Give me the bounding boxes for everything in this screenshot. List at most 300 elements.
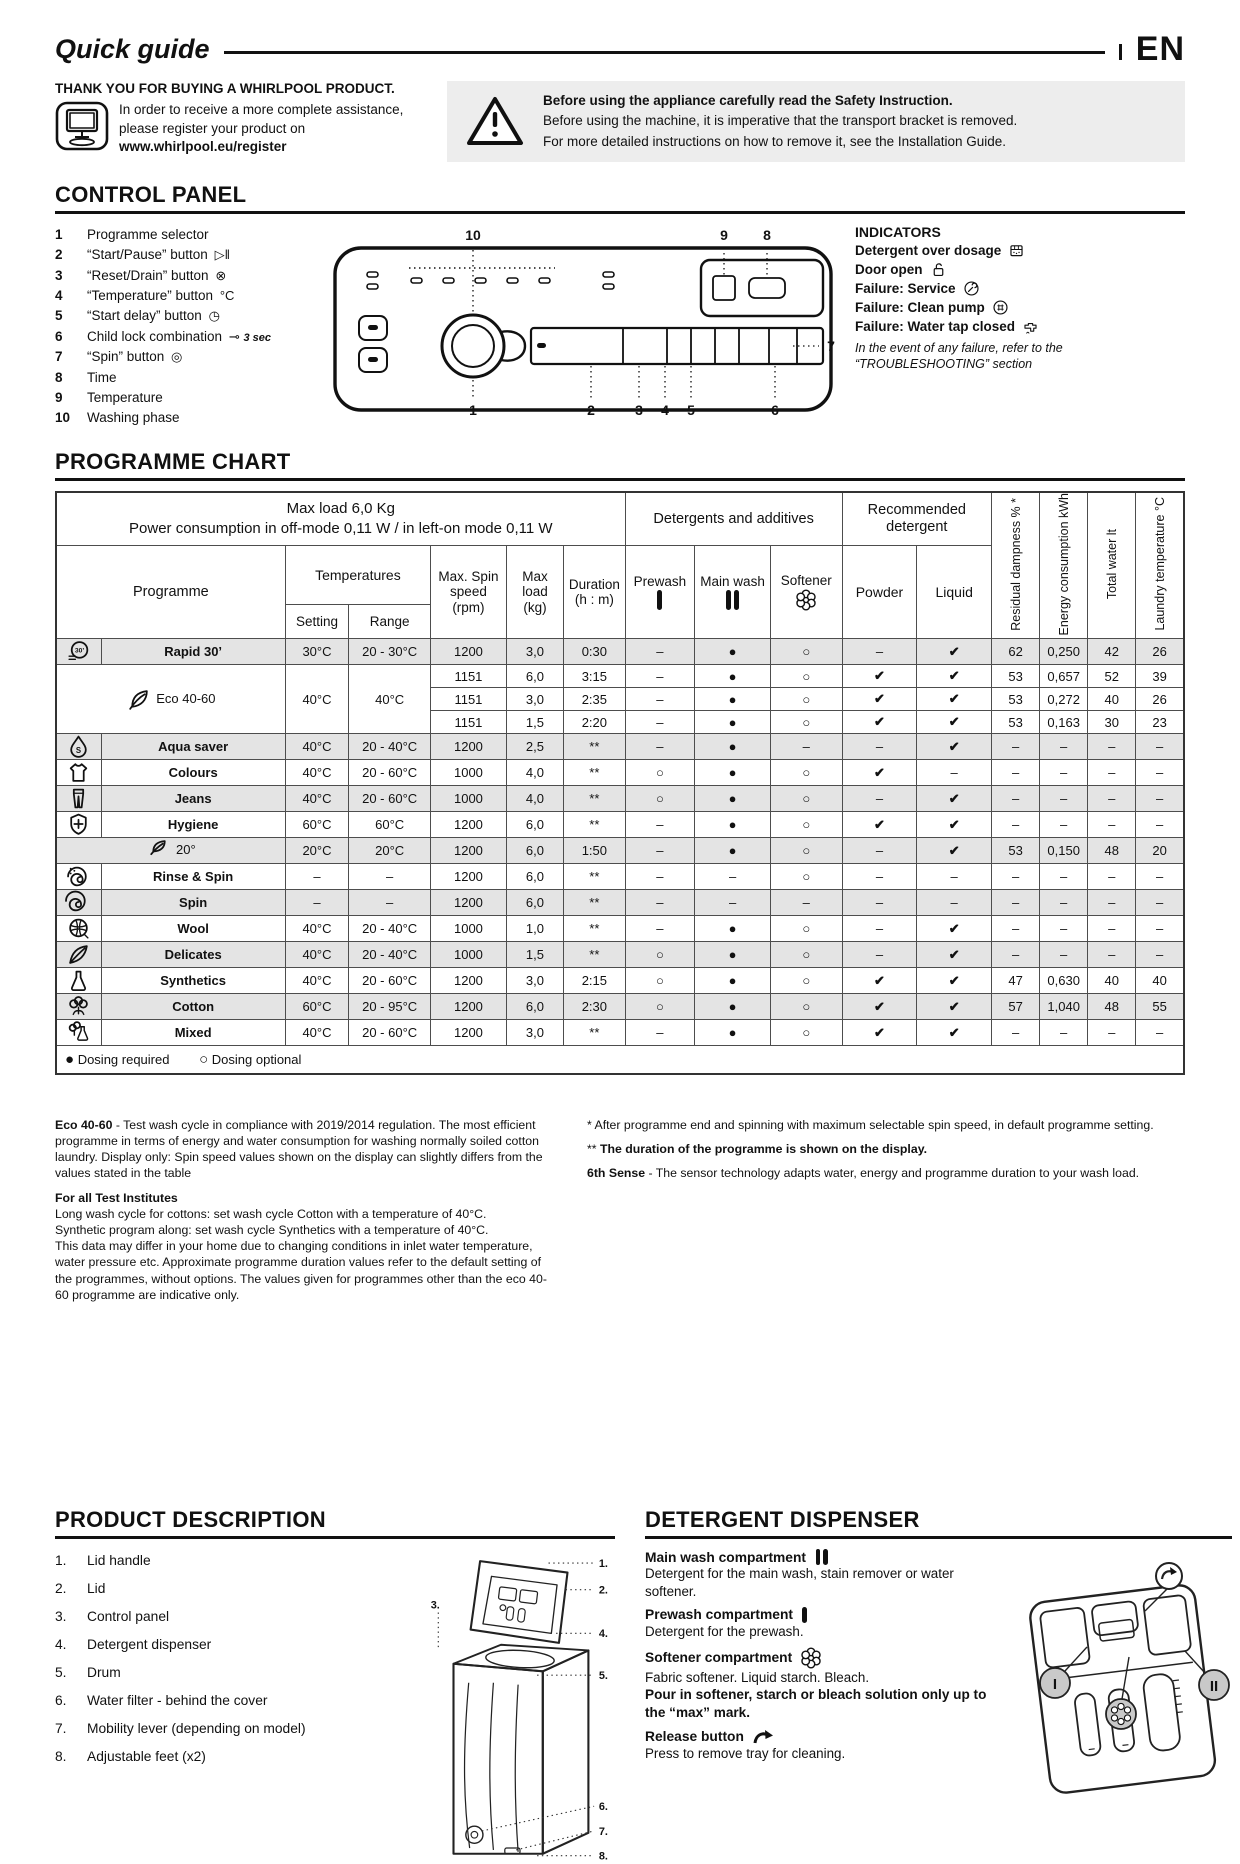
test-institutes-para: This data may differ in your home due to changing conditions in inlet water temperature, water pressure etc. Approximate programme duration values refer to the default setting of the programmes, without options. The values given for programmes other than the eco 40-60 programme are indicative only.: [55, 1239, 547, 1302]
rinse-spin-cell: [56, 864, 101, 890]
energy-consumption: 0,250: [1040, 639, 1088, 665]
max-load: 6,0: [506, 890, 563, 916]
machine-callout-1: 1.: [598, 1557, 608, 1570]
spin-speed: 1151: [431, 665, 507, 688]
product-description-item: [55, 1553, 417, 1568]
residual-dampness: –: [992, 760, 1040, 786]
control-panel-item: [55, 226, 317, 244]
max-load: 6,0: [506, 812, 563, 838]
aqua-saver-icon: [66, 734, 91, 759]
duration: **: [564, 760, 625, 786]
machine-callout-8: 8.: [598, 1850, 608, 1863]
spin-speed: 1200: [431, 994, 507, 1020]
range: 20 - 95°C: [349, 994, 431, 1020]
item-number: 3.: [55, 1609, 67, 1625]
dosing-required-dot: ●: [65, 1050, 75, 1068]
indicator-label: Door open: [855, 261, 923, 277]
total-water: –: [1088, 1020, 1136, 1046]
spin-speed-header: Max. Spin speed (rpm): [431, 546, 507, 639]
liquid: ✔: [917, 688, 992, 711]
machine-callout-2: 2.: [598, 1584, 608, 1597]
door-open-icon: [930, 261, 947, 278]
laundry-temperature: 26: [1136, 639, 1184, 665]
powder: –: [842, 864, 917, 890]
item-label: Time: [87, 369, 117, 385]
total-water-header: Total water lt: [1088, 492, 1136, 639]
spin-speed: 1200: [431, 639, 507, 665]
rapid-30-cell: [56, 639, 101, 665]
programme-row: [56, 890, 1184, 916]
control-panel-item: [55, 307, 317, 325]
powder: –: [842, 942, 917, 968]
main-wash: ●: [695, 688, 771, 711]
spin-speed: 1200: [431, 734, 507, 760]
product-description-list: [55, 1549, 417, 1864]
item-label: Child lock combination ⊸ 3 sec: [87, 328, 272, 344]
spin-speed: 1200: [431, 838, 507, 864]
item-number: 8: [55, 369, 63, 385]
duration: 2:20: [564, 711, 625, 734]
residual-dampness: –: [992, 916, 1040, 942]
setting: 40°C: [285, 942, 348, 968]
prewash-bar-icon: [657, 590, 662, 610]
item-suffix: 3 sec: [243, 331, 272, 344]
laundry-temperature: 55: [1136, 994, 1184, 1020]
max-load: 3,0: [506, 639, 563, 665]
wool-icon: [66, 916, 91, 941]
laundry-temperature: –: [1136, 1020, 1184, 1046]
control-panel-item: [55, 328, 317, 346]
setting: 20°C: [285, 838, 348, 864]
item-label: “Reset/Drain” button ⊗: [87, 267, 227, 283]
register-url: www.whirlpool.eu/register: [119, 139, 287, 155]
powder: –: [842, 734, 917, 760]
energy-consumption: –: [1040, 916, 1088, 942]
rinse-spin-icon: [66, 864, 91, 889]
residual-dampness: –: [992, 942, 1040, 968]
item-number: 5.: [55, 1665, 67, 1681]
item-label: Detergent dispenser: [87, 1637, 212, 1653]
programme-name: Aqua saver: [101, 734, 285, 760]
main-wash: ●: [695, 711, 771, 734]
total-water: 52: [1088, 665, 1136, 688]
total-water: 30: [1088, 711, 1136, 734]
liquid: ✔: [917, 786, 992, 812]
programme-row: [56, 942, 1184, 968]
spin-speed: 1200: [431, 1020, 507, 1046]
range: 20 - 60°C: [349, 760, 431, 786]
energy-consumption: –: [1040, 786, 1088, 812]
duration: 0:30: [564, 639, 625, 665]
energy-consumption: –: [1040, 942, 1088, 968]
main-wash: ●: [695, 968, 771, 994]
liquid: ✔: [917, 711, 992, 734]
powder: –: [842, 838, 917, 864]
spin-cell: [56, 890, 101, 916]
softener-header: Softener: [770, 546, 842, 639]
product-description-item: [55, 1637, 417, 1652]
residual-dampness: –: [992, 812, 1040, 838]
energy-consumption: 0,272: [1040, 688, 1088, 711]
liquid: ✔: [917, 916, 992, 942]
machine-callout-4: 4.: [598, 1628, 608, 1641]
indicators-list: [855, 242, 1185, 335]
energy-consumption: –: [1040, 1020, 1088, 1046]
powder: ✔: [842, 711, 917, 734]
power-line: Power consumption in off-mode 0,11 W / in left-on mode 0,11 W: [129, 520, 553, 538]
range: 20 - 60°C: [349, 968, 431, 994]
reset-drain-icon: ⊗: [215, 267, 227, 283]
softener-warning: Pour in softener, starch or bleach solution only up to the “max” mark.: [645, 1687, 987, 1721]
svg-text:30’: 30’: [75, 647, 85, 655]
mixed-icon: [66, 1020, 91, 1045]
control-panel-item: [55, 389, 317, 407]
item-label: Programme selector: [87, 227, 209, 243]
powder: ✔: [842, 994, 917, 1020]
rapid-30-icon: [66, 639, 91, 664]
item-label: “Start delay” button ◷: [87, 308, 220, 324]
range: 20 - 40°C: [349, 916, 431, 942]
item-label: Temperature: [87, 389, 163, 405]
register-line2: please register your product on: [119, 120, 306, 136]
prewash: –: [625, 665, 695, 688]
powder: ✔: [842, 968, 917, 994]
callout-4: 4: [661, 401, 669, 418]
softener: ○: [770, 968, 842, 994]
jeans-cell: [56, 786, 101, 812]
product-description-item: [55, 1665, 417, 1680]
aqua-saver-cell: [56, 734, 101, 760]
programme-row: [56, 916, 1184, 942]
range: 20 - 40°C: [349, 734, 431, 760]
intro-row: [55, 81, 1185, 162]
main-wash: ●: [695, 786, 771, 812]
prewash-compartment-label: Prewash compartment: [645, 1607, 1007, 1623]
control-panel-list: [55, 224, 317, 429]
energy-consumption: 0,163: [1040, 711, 1088, 734]
duration: **: [564, 864, 625, 890]
duration: 2:30: [564, 994, 625, 1020]
liquid: –: [917, 760, 992, 786]
duration-header: Duration (h : m): [564, 546, 625, 639]
machine-callout-3: 3.: [430, 1599, 440, 1612]
indicator-item: [855, 318, 1185, 335]
detergents-header: Detergents and additives: [625, 492, 842, 546]
dosing-required-label: Dosing required: [77, 1051, 170, 1067]
duration: **: [564, 786, 625, 812]
callout-8: 8: [763, 226, 771, 243]
synthetics-cell: [56, 968, 101, 994]
item-number: 3: [55, 267, 63, 283]
softener: ○: [770, 812, 842, 838]
programme-table: [55, 491, 1185, 1075]
programme-chart-title: PROGRAMME CHART: [55, 449, 1185, 481]
machine-callout-5: 5.: [598, 1670, 608, 1683]
main-wash-header: Main wash: [695, 546, 771, 639]
colours-icon: [66, 760, 91, 785]
spin-speed: 1200: [431, 968, 507, 994]
star2-footnote: ** The duration of the programme is shown on the display.: [587, 1141, 928, 1156]
control-panel-item: [55, 246, 317, 264]
dosing-optional-label: Dosing optional: [211, 1051, 302, 1067]
powder-header: Powder: [842, 546, 917, 639]
product-description-item: [55, 1581, 417, 1596]
temperatures-header: Temperatures: [285, 546, 430, 605]
programme-name: Cotton: [101, 994, 285, 1020]
eco-footnote: Eco 40-60 - Test wash cycle in compliance with 2019/2014 regulation. The most efficient programme in terms of energy and water consumption for washing normally soiled cotton laundry. Display only: Spin speed values shown on the display can slightly differs from the values stated in the table: [55, 1117, 543, 1181]
liquid: ✔: [917, 639, 992, 665]
language-badge: EN: [1135, 30, 1185, 68]
programme-name: Rinse & Spin: [101, 864, 285, 890]
setting: 60°C: [285, 812, 348, 838]
item-label: “Temperature” button °C: [87, 288, 235, 304]
indicator-label: Failure: Water tap closed: [855, 318, 1016, 334]
softener-compartment-label: Softener compartment: [645, 1647, 1007, 1669]
indicators-note: In the event of any failure, refer to the “TROUBLESHOOTING” section: [855, 340, 1063, 371]
main-wash: ●: [695, 665, 771, 688]
programme-name: Rapid 30’: [101, 639, 285, 665]
wool-cell: [56, 916, 101, 942]
svg-text:S: S: [76, 745, 82, 755]
duration: 3:15: [564, 665, 625, 688]
laundry-temperature: –: [1136, 760, 1184, 786]
laundry-temperature: –: [1136, 942, 1184, 968]
detergent-dispenser-title: DETERGENT DISPENSER: [645, 1507, 1232, 1539]
liquid: ✔: [917, 838, 992, 864]
dosing-optional-circle: ○: [199, 1050, 209, 1068]
total-water: 48: [1088, 994, 1136, 1020]
thanks-block: [55, 81, 427, 162]
residual-dampness: –: [992, 1020, 1040, 1046]
max-load: 6,0: [506, 864, 563, 890]
prewash: –: [625, 639, 695, 665]
main-wash: ●: [695, 942, 771, 968]
product-description-item: [55, 1693, 417, 1708]
prewash-header: Prewash: [625, 546, 695, 639]
indicator-item: [855, 261, 1185, 278]
warning-line2: Before using the machine, it is imperative that the transport bracket is removed.: [543, 113, 1018, 129]
header-rule-tick: [1119, 44, 1122, 60]
item-number: 10: [55, 409, 71, 425]
hygiene-cell: [56, 812, 101, 838]
softener: ○: [770, 711, 842, 734]
item-number: 5: [55, 308, 63, 324]
product-description-item: [55, 1749, 417, 1764]
setting: 60°C: [285, 994, 348, 1020]
residual-dampness: 53: [992, 688, 1040, 711]
setting: –: [285, 864, 348, 890]
item-number: 7.: [55, 1721, 67, 1737]
max-load-header: Max load (kg): [506, 546, 563, 639]
prewash: ○: [625, 760, 695, 786]
programme-name: Hygiene: [101, 812, 285, 838]
softener: ○: [770, 942, 842, 968]
indicators-block: [849, 224, 1185, 429]
programme-table-body: [56, 639, 1184, 1046]
item-number: 7: [55, 349, 63, 365]
laundry-temperature: –: [1136, 812, 1184, 838]
programme-name: Spin: [101, 890, 285, 916]
energy-consumption: –: [1040, 864, 1088, 890]
control-panel-item: [55, 409, 317, 427]
duration: **: [564, 916, 625, 942]
total-water: 40: [1088, 688, 1136, 711]
callout-5: 5: [687, 401, 695, 418]
laundry-temperature: 40: [1136, 968, 1184, 994]
main-wash: ●: [695, 994, 771, 1020]
main-wash: ●: [695, 838, 771, 864]
liquid: ✔: [917, 942, 992, 968]
liquid: ✔: [917, 812, 992, 838]
softener-flower-icon: [800, 1647, 822, 1669]
residual-dampness: 57: [992, 994, 1040, 1020]
main-wash: ●: [695, 760, 771, 786]
total-water: –: [1088, 760, 1136, 786]
programme-row: [56, 994, 1184, 1020]
range: 20 - 60°C: [349, 1020, 431, 1046]
residual-dampness-header: Residual dampness % *: [992, 492, 1040, 639]
product-description-title: PRODUCT DESCRIPTION: [55, 1507, 615, 1539]
hygiene-icon: [66, 812, 91, 837]
test-institutes-heading: For all Test Institutes: [55, 1190, 178, 1205]
programme-row: [56, 786, 1184, 812]
prewash: –: [625, 812, 695, 838]
liquid-header: Liquid: [917, 546, 992, 639]
main-wash: –: [695, 864, 771, 890]
total-water: –: [1088, 890, 1136, 916]
cotton-icon: [66, 994, 91, 1019]
max-load: 6,0: [506, 994, 563, 1020]
duration: 2:15: [564, 968, 625, 994]
softener: ○: [770, 864, 842, 890]
softener: ○: [770, 688, 842, 711]
indicator-item: [855, 242, 1185, 259]
cotton-cell: [56, 994, 101, 1020]
washing-machine-figure: [425, 1549, 615, 1864]
range: 20 - 60°C: [349, 786, 431, 812]
item-label: Lid: [87, 1581, 106, 1597]
item-label: Adjustable feet (x2): [87, 1749, 206, 1765]
powder: –: [842, 890, 917, 916]
main-wash-bars-icon: [814, 1549, 829, 1565]
laundry-temperature: –: [1136, 916, 1184, 942]
range-header: Range: [349, 605, 431, 639]
item-label: Drum: [87, 1665, 121, 1681]
service-icon: [963, 280, 980, 297]
programme-name: 20°: [56, 838, 285, 864]
item-number: 8.: [55, 1749, 67, 1765]
item-number: 1.: [55, 1553, 67, 1569]
softener: ○: [770, 838, 842, 864]
range: –: [349, 864, 431, 890]
range: 40°C: [349, 665, 431, 734]
release-arrow-icon: [752, 1728, 776, 1745]
setting: 40°C: [285, 786, 348, 812]
setting: 40°C: [285, 665, 348, 734]
jeans-icon: [66, 786, 91, 811]
softener: –: [770, 890, 842, 916]
residual-dampness: –: [992, 890, 1040, 916]
programme-name: Mixed: [101, 1020, 285, 1046]
duration: **: [564, 942, 625, 968]
control-panel-item: [55, 287, 317, 305]
residual-dampness: 53: [992, 711, 1040, 734]
item-label: Mobility lever (depending on model): [87, 1721, 306, 1737]
softener: –: [770, 734, 842, 760]
total-water: –: [1088, 786, 1136, 812]
control-panel-item: [55, 369, 317, 387]
programme-header: Programme: [56, 546, 285, 639]
total-water: –: [1088, 916, 1136, 942]
max-load: 4,0: [506, 786, 563, 812]
dispenser-figure: [1017, 1559, 1232, 1797]
powder: –: [842, 639, 917, 665]
callout-6: 6: [771, 401, 779, 418]
star1-footnote: * After programme end and spinning with maximum selectable spin speed, in default programme setting.: [587, 1117, 1154, 1132]
prewash-compartment-desc: Detergent for the prewash.: [645, 1623, 804, 1639]
spin-speed: 1000: [431, 786, 507, 812]
duration: **: [564, 1020, 625, 1046]
main-wash: ●: [695, 639, 771, 665]
programme-row: [56, 838, 1184, 864]
programme-table-head: [56, 492, 1184, 639]
warning-line3: For more detailed instructions on how to remove it, see the Installation Guide.: [543, 133, 1006, 149]
max-load: 6,0: [506, 838, 563, 864]
setting: 40°C: [285, 916, 348, 942]
item-label: Control panel: [87, 1609, 170, 1625]
main-wash: ●: [695, 734, 771, 760]
callout-3: 3: [635, 401, 643, 418]
spin-speed: 1200: [431, 864, 507, 890]
range: 20 - 40°C: [349, 942, 431, 968]
programme-row: [56, 968, 1184, 994]
laundry-temp-header: Laundry temperature °C: [1136, 492, 1184, 639]
item-label: “Start/Pause” button ▷‖: [87, 247, 230, 263]
main-wash-bars-icon: [726, 590, 731, 610]
prewash: ○: [625, 942, 695, 968]
duration: 2:35: [564, 688, 625, 711]
item-number: 1: [55, 227, 63, 243]
liquid: ✔: [917, 1020, 992, 1046]
total-water: –: [1088, 942, 1136, 968]
energy-consumption: –: [1040, 890, 1088, 916]
powder: ✔: [842, 760, 917, 786]
residual-dampness: –: [992, 864, 1040, 890]
total-water: 42: [1088, 639, 1136, 665]
softener-flower-icon: [795, 589, 817, 611]
synthetics-icon: [66, 968, 91, 993]
programme-row: [56, 812, 1184, 838]
liquid: –: [917, 890, 992, 916]
range: 20 - 30°C: [349, 639, 431, 665]
warning-bold-line: Before using the appliance carefully read the Safety Instruction.: [543, 93, 953, 108]
spin-icon: ◎: [171, 349, 183, 365]
energy-consumption: –: [1040, 812, 1088, 838]
main-wash-compartment-label: Main wash compartment: [645, 1549, 1007, 1565]
liquid: ✔: [917, 734, 992, 760]
table-top-header: [56, 492, 625, 546]
spin-speed: 1000: [431, 942, 507, 968]
item-number: 2.: [55, 1581, 67, 1597]
laundry-temperature: –: [1136, 890, 1184, 916]
colours-cell: [56, 760, 101, 786]
item-label: “Spin” button ◎: [87, 349, 183, 365]
max-load: 1,5: [506, 942, 563, 968]
machine-callout-6: 6.: [598, 1801, 608, 1814]
recommended-header: Recommended detergent: [842, 492, 991, 546]
delicates-icon: [66, 942, 91, 967]
callout-9: 9: [720, 226, 728, 243]
